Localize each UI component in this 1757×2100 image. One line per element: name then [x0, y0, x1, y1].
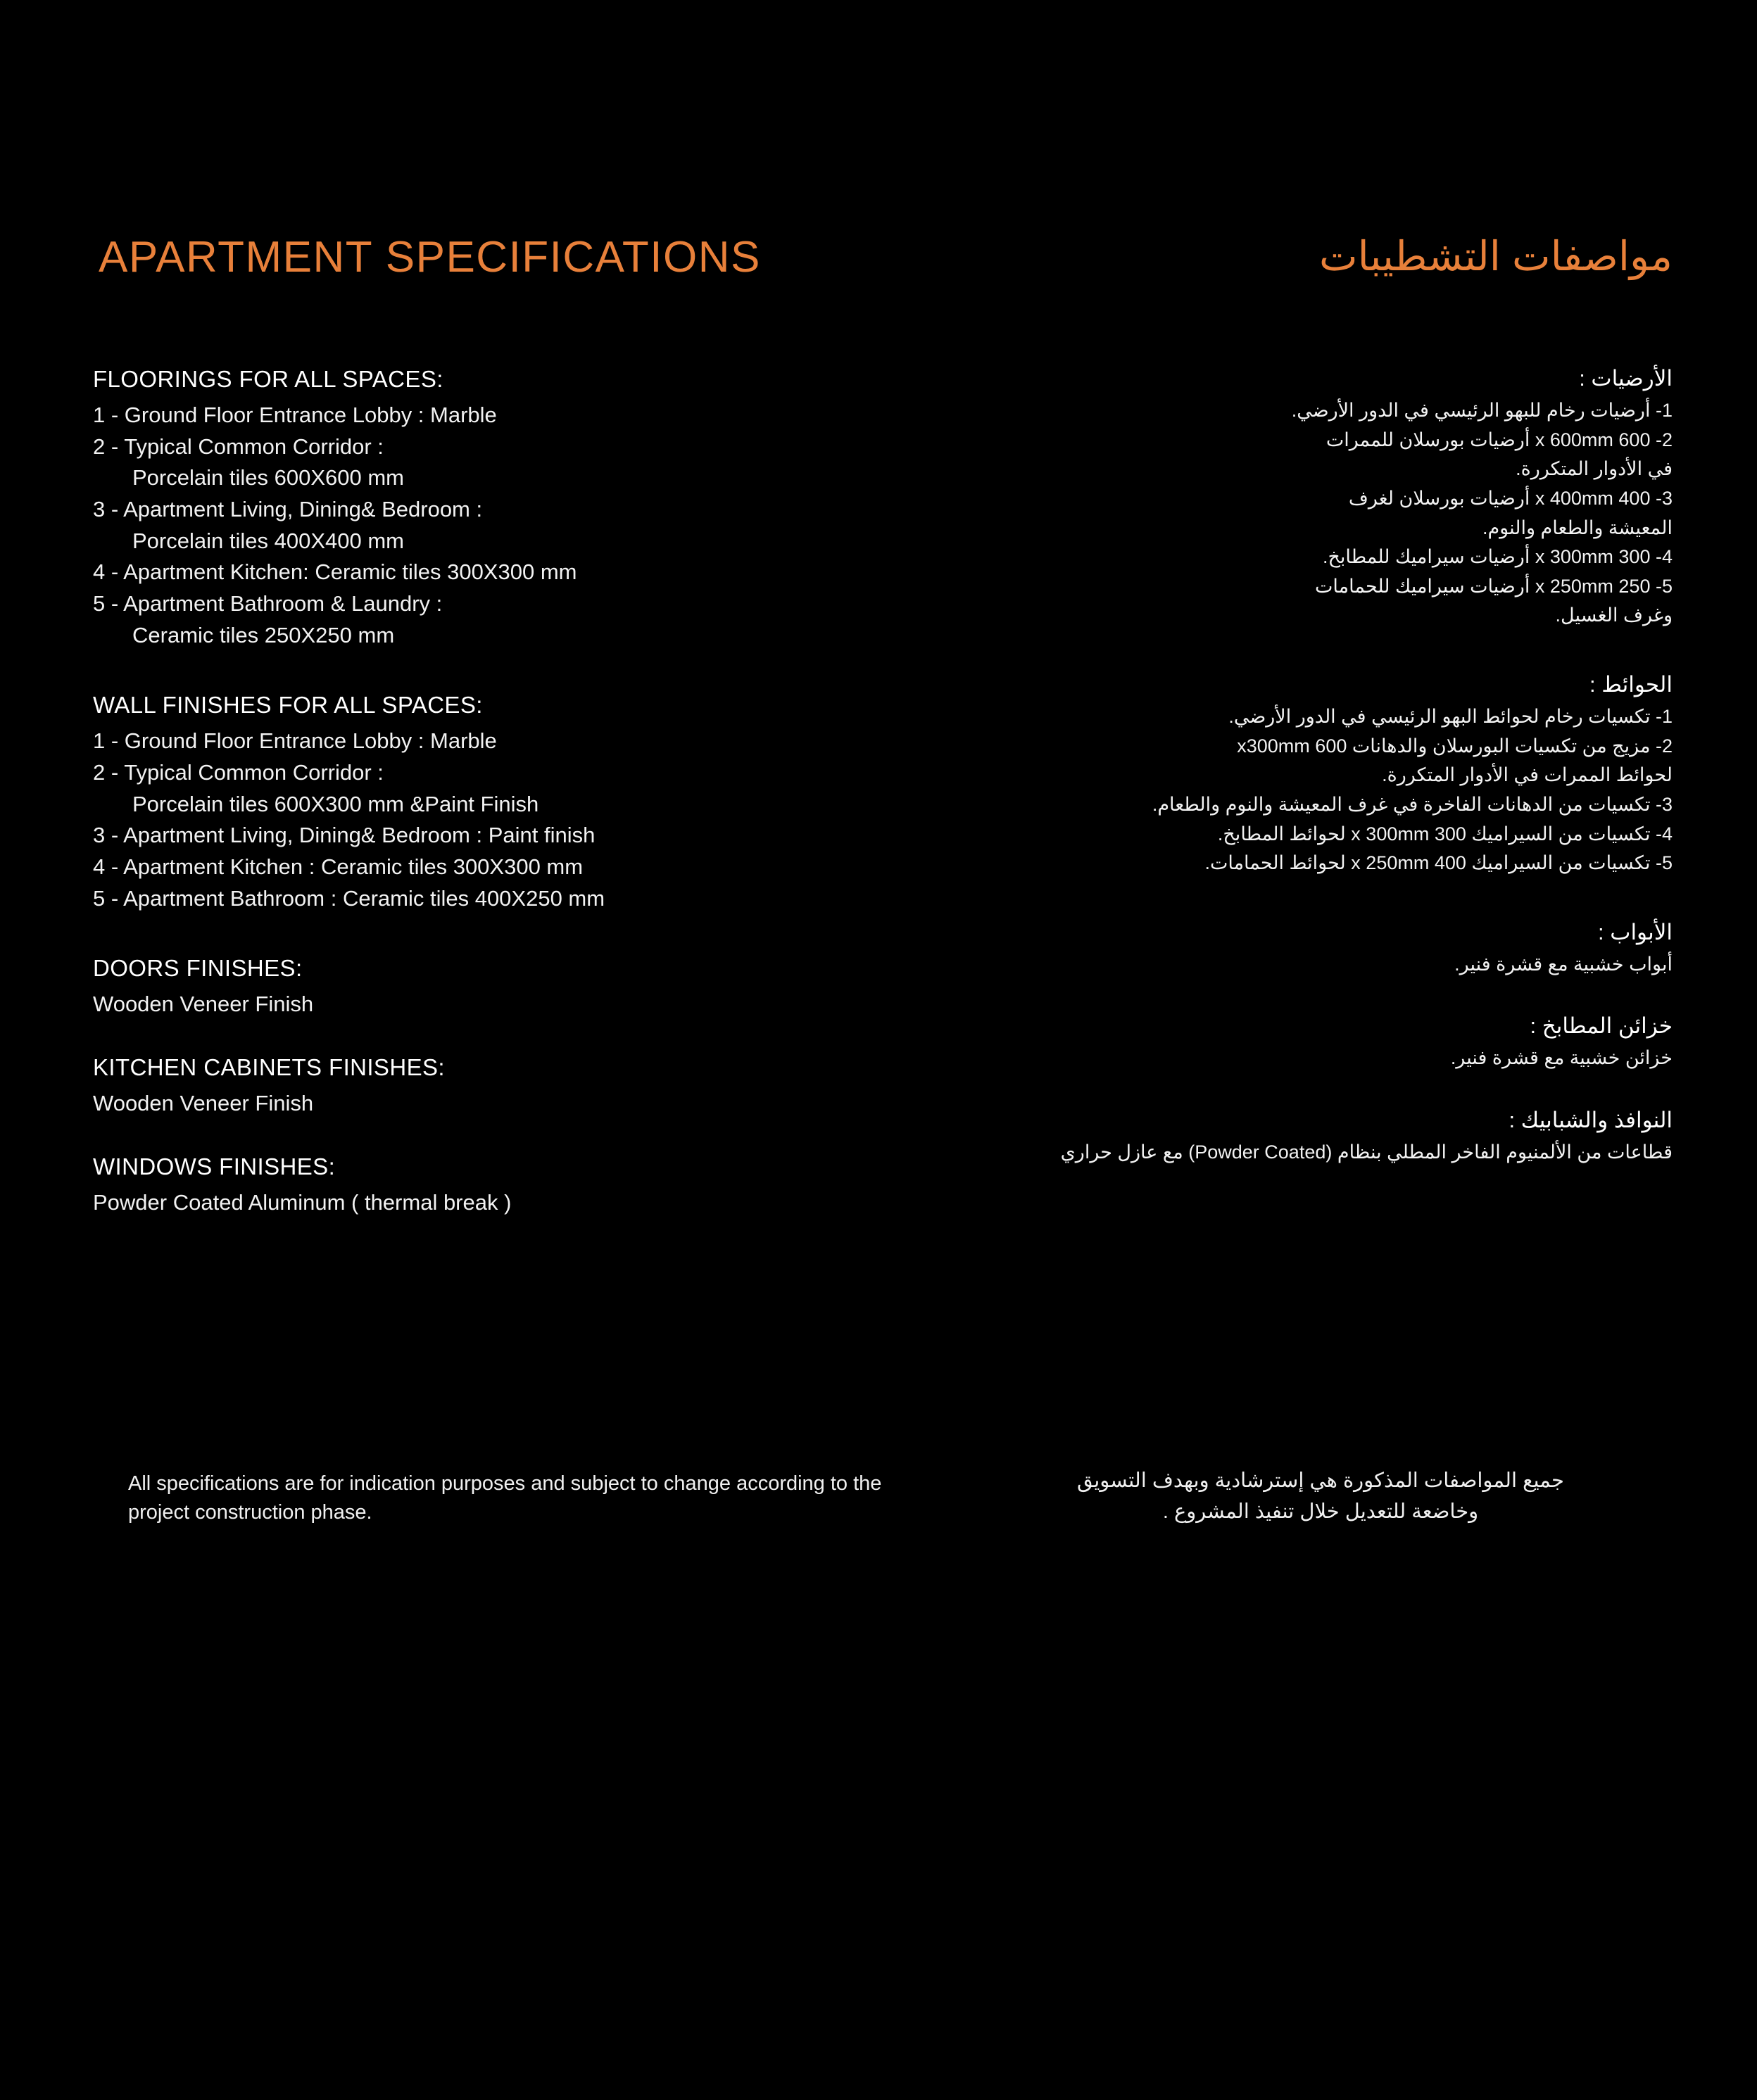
section-doors-en: [93, 955, 924, 1018]
disclaimer-arabic-line-1: جميع المواصفات المذكورة هي إسترشادية وبهدف التسويق: [1077, 1469, 1564, 1492]
spec-line: 1 - Ground Floor Entrance Lobby : Marble: [93, 403, 497, 427]
disclaimer-english: All specifications are for indication purposes and subject to change according to the project construction phase.: [128, 1472, 882, 1524]
spec-line: 4- 300 x 300mm أرضيات سيراميك للمطابخ.: [1322, 546, 1673, 568]
arabic-column: [969, 366, 1673, 1170]
spec-line: 5 - Apartment Bathroom : Ceramic tiles 400X250 mm: [93, 885, 605, 911]
spec-line: 2- مزيج من تكسيات البورسلان والدهانات 600 x300mm: [1237, 735, 1673, 757]
spacer: [93, 652, 924, 692]
section-heading: النوافذ والشبابيك :: [1509, 1108, 1673, 1132]
spacer: [969, 1075, 1673, 1108]
spacer: [969, 633, 1673, 672]
spec-line: خزائن خشبية مع قشرة فنير.: [1450, 1047, 1673, 1069]
section-heading: FLOORINGS FOR ALL SPACES:: [93, 366, 443, 392]
spec-line: 2 - Typical Common Corridor :: [93, 760, 384, 785]
spec-line: 3- تكسيات من الدهانات الفاخرة في غرف المعيشة والنوم والطعام.: [1152, 793, 1673, 815]
section-wall-finishes-ar: [969, 672, 1673, 876]
section-floorings-en: [93, 366, 924, 649]
spec-line: المعيشة والطعام والنوم.: [1482, 517, 1673, 538]
spec-line: 3 - Apartment Living, Dining& Bedroom :: [93, 497, 483, 522]
spec-line: 4 - Apartment Kitchen: Ceramic tiles 300X300 mm: [93, 559, 577, 585]
section-heading: خزائن المطابخ :: [1530, 1013, 1673, 1039]
spacer: [969, 880, 1673, 920]
spec-line: 1- تكسيات رخام لحوائط البهو الرئيسي في الدور الأرضي.: [1228, 706, 1673, 727]
spec-line: قطاعات من الألمنيوم الفاخر المطلي بنظام (Powder Coated) مع عازل حراري: [1060, 1141, 1673, 1163]
spec-line: 1 - Ground Floor Entrance Lobby : Marble: [93, 728, 497, 754]
section-kitchen-cabinets-en: [93, 1054, 924, 1118]
spec-line: 1- أرضيات رخام للبهو الرئيسي في الدور الأرضي.: [1291, 400, 1673, 421]
spacer: [969, 981, 1673, 1013]
section-wall-finishes-en: [93, 692, 924, 912]
spacer: [93, 916, 924, 955]
spec-line: Porcelain tiles 600X300 mm &Paint Finish: [132, 791, 539, 816]
spec-line: وغرف الغسيل.: [1555, 605, 1673, 626]
spec-line: لحوائط الممرات في الأدوار المتكررة.: [1382, 764, 1673, 786]
section-windows-en: [93, 1153, 924, 1217]
spec-line: 3- 400 x 400mm أرضيات بورسلان لغرف: [1348, 487, 1673, 509]
spec-line: أبواب خشبية مع قشرة فنير.: [1454, 953, 1673, 975]
spec-line: 2- 600 x 600mm أرضيات بورسلان للممرات: [1325, 429, 1673, 450]
section-heading: الأرضيات :: [1579, 366, 1673, 391]
section-heading: DOORS FINISHES:: [93, 955, 303, 982]
spec-line: 5- 250 x 250mm أرضيات سيراميك للحمامات: [1315, 575, 1673, 597]
page-title-row: [92, 232, 1673, 310]
section-floorings-ar: [969, 366, 1673, 628]
page-title-arabic: مواصفات التشطيبات: [1318, 234, 1673, 279]
section-windows-ar: [969, 1108, 1673, 1165]
spec-line: 5 - Apartment Bathroom & Laundry :: [93, 591, 443, 616]
spec-line: Powder Coated Aluminum ( thermal break ): [93, 1189, 512, 1215]
spec-line: في الأدوار المتكررة.: [1516, 458, 1673, 480]
section-kitchen-cabinets-ar: [969, 1013, 1673, 1071]
section-heading: الحوائط :: [1589, 672, 1673, 697]
english-column: [93, 366, 924, 1220]
spec-line: Porcelain tiles 600X600 mm: [132, 465, 404, 491]
spec-line: 5- تكسيات من السيراميك 400 x 250mm لحوائط الحمامات.: [1204, 852, 1673, 874]
spacer: [93, 1022, 924, 1054]
spec-line: 4- تكسيات من السيراميك 300 x 300mm لحوائط المطابخ.: [1217, 823, 1673, 845]
section-heading: KITCHEN CABINETS FINISHES:: [93, 1054, 445, 1081]
spacer: [93, 1121, 924, 1153]
spec-line: Wooden Veneer Finish: [93, 992, 314, 1017]
disclaimer-arabic: [969, 1465, 1673, 1527]
section-heading: WINDOWS FINISHES:: [93, 1153, 336, 1179]
spec-line: Wooden Veneer Finish: [93, 1091, 314, 1116]
spec-line: 4 - Apartment Kitchen : Ceramic tiles 300X300 mm: [93, 854, 584, 880]
spec-line: Ceramic tiles 250X250 mm: [132, 622, 395, 647]
disclaimer-arabic-line-2: وخاضعة للتعديل خلال تنفيذ المشروع .: [1162, 1500, 1479, 1524]
section-doors-ar: [969, 920, 1673, 978]
section-heading: الأبواب :: [1598, 919, 1673, 944]
spec-line: 3 - Apartment Living, Dining& Bedroom : Paint finish: [93, 823, 596, 848]
spec-line: 2 - Typical Common Corridor :: [93, 434, 384, 459]
spec-line: Porcelain tiles 400X400 mm: [132, 528, 404, 553]
page-title-english: APARTMENT SPECIFICATIONS: [99, 233, 761, 282]
section-heading: WALL FINISHES FOR ALL SPACES:: [93, 692, 483, 719]
